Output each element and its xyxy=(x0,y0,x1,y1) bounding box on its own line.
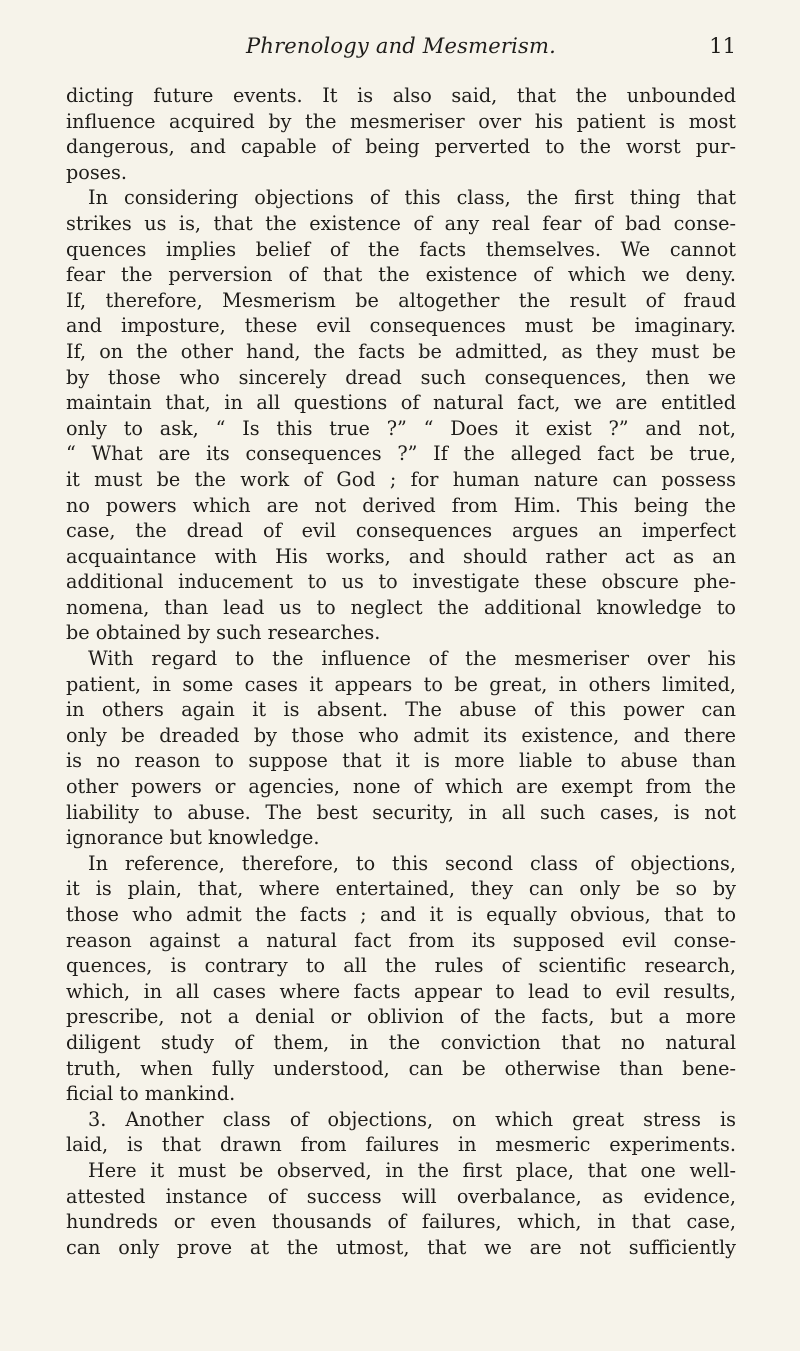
text-line: quences, is contrary to all the rules of scientific research, xyxy=(66,954,736,978)
text-line: “ What are its consequences ?” If the alleged fact be true, xyxy=(66,442,736,466)
text-line: hundreds or even thousands of failures, which, in that case, xyxy=(66,1210,736,1234)
text-line: it must be the work of God ; for human nature can possess xyxy=(66,467,736,491)
text-line: dangerous, and capable of being perverted to the worst pur- xyxy=(66,135,736,159)
text-line: which, in all cases where facts appear to lead to evil results, xyxy=(66,979,736,1003)
text-line: only to ask, “ Is this true ?” “ Does it exist ?” and not, xyxy=(66,416,736,440)
text-line: diligent study of them, in the conviction that no natural xyxy=(66,1030,736,1054)
page-number: 11 xyxy=(709,34,736,58)
text-line: only be dreaded by those who admit its existence, and there xyxy=(66,723,736,747)
text-line: nomena, than lead us to neglect the additional knowledge to xyxy=(66,595,736,619)
text-line: influence acquired by the mesmeriser over his patient is most xyxy=(66,109,736,133)
text-line: attested instance of success will overbalance, as evidence, xyxy=(66,1184,736,1208)
text-line: If, on the other hand, the facts be admitted, as they must be xyxy=(66,339,736,363)
text-line: additional inducement to us to investigate these obscure phe- xyxy=(66,570,736,594)
text-line: it is plain, that, where entertained, they can only be so by xyxy=(66,877,736,901)
text-line: in others again it is absent. The abuse of this power can xyxy=(66,698,736,722)
text-line: be obtained by such researches. xyxy=(66,621,381,645)
text-line: laid, is that drawn from failures in mesmeric experiments. xyxy=(66,1133,736,1157)
text-line: acquaintance with His works, and should rather act as an xyxy=(66,544,736,568)
text-line: quences implies belief of the facts themselves. We cannot xyxy=(66,237,736,261)
text-line: truth, when fully understood, can be otherwise than bene- xyxy=(66,1056,736,1080)
text-line: no powers which are not derived from Him. This being the xyxy=(66,493,736,517)
text-line: strikes us is, that the existence of any real fear of bad conse- xyxy=(66,211,736,235)
text-line: poses. xyxy=(66,160,127,184)
text-line: prescribe, not a denial or oblivion of the facts, but a more xyxy=(66,1005,736,1029)
text-line: is no reason to suppose that it is more liable to abuse than xyxy=(66,749,736,773)
text-line: fear the perversion of that the existence of which we deny. xyxy=(66,263,736,287)
text-line: can only prove at the utmost, that we are not sufficiently xyxy=(66,1235,736,1259)
text-line: patient, in some cases it appears to be great, in others limited, xyxy=(66,672,736,696)
text-line: and imposture, these evil consequences must be imaginary. xyxy=(66,314,736,338)
body-text xyxy=(66,83,736,1260)
text-line: other powers or agencies, none of which are exempt from the xyxy=(66,775,736,799)
text-line: 3. Another class of objections, on which great stress is xyxy=(88,1107,736,1131)
text-line: Here it must be observed, in the first place, that one well- xyxy=(88,1158,736,1182)
running-title: Phrenology and Mesmerism. xyxy=(246,34,556,58)
text-line: by those who sincerely dread such consequences, then we xyxy=(66,365,736,389)
page-header xyxy=(66,34,736,66)
text-line: case, the dread of evil consequences argues an imperfect xyxy=(66,519,736,543)
text-line: liability to abuse. The best security, in all such cases, is not xyxy=(66,800,736,824)
text-line: maintain that, in all questions of natural fact, we are entitled xyxy=(66,391,736,415)
text-line: With regard to the influence of the mesmeriser over his xyxy=(88,647,736,671)
text-line: ficial to mankind. xyxy=(66,1082,236,1106)
text-line: dicting future events. It is also said, that the unbounded xyxy=(66,84,736,107)
text-line: reason against a natural fact from its supposed evil conse- xyxy=(66,928,736,952)
text-line: If, therefore, Mesmerism be altogether the result of fraud xyxy=(66,288,736,312)
text-line: In considering objections of this class, the first thing that xyxy=(88,186,736,210)
text-line: ignorance but knowledge. xyxy=(66,826,320,850)
text-line: In reference, therefore, to this second class of objections, xyxy=(88,851,736,875)
text-line: those who admit the facts ; and it is equally obvious, that to xyxy=(66,903,736,926)
